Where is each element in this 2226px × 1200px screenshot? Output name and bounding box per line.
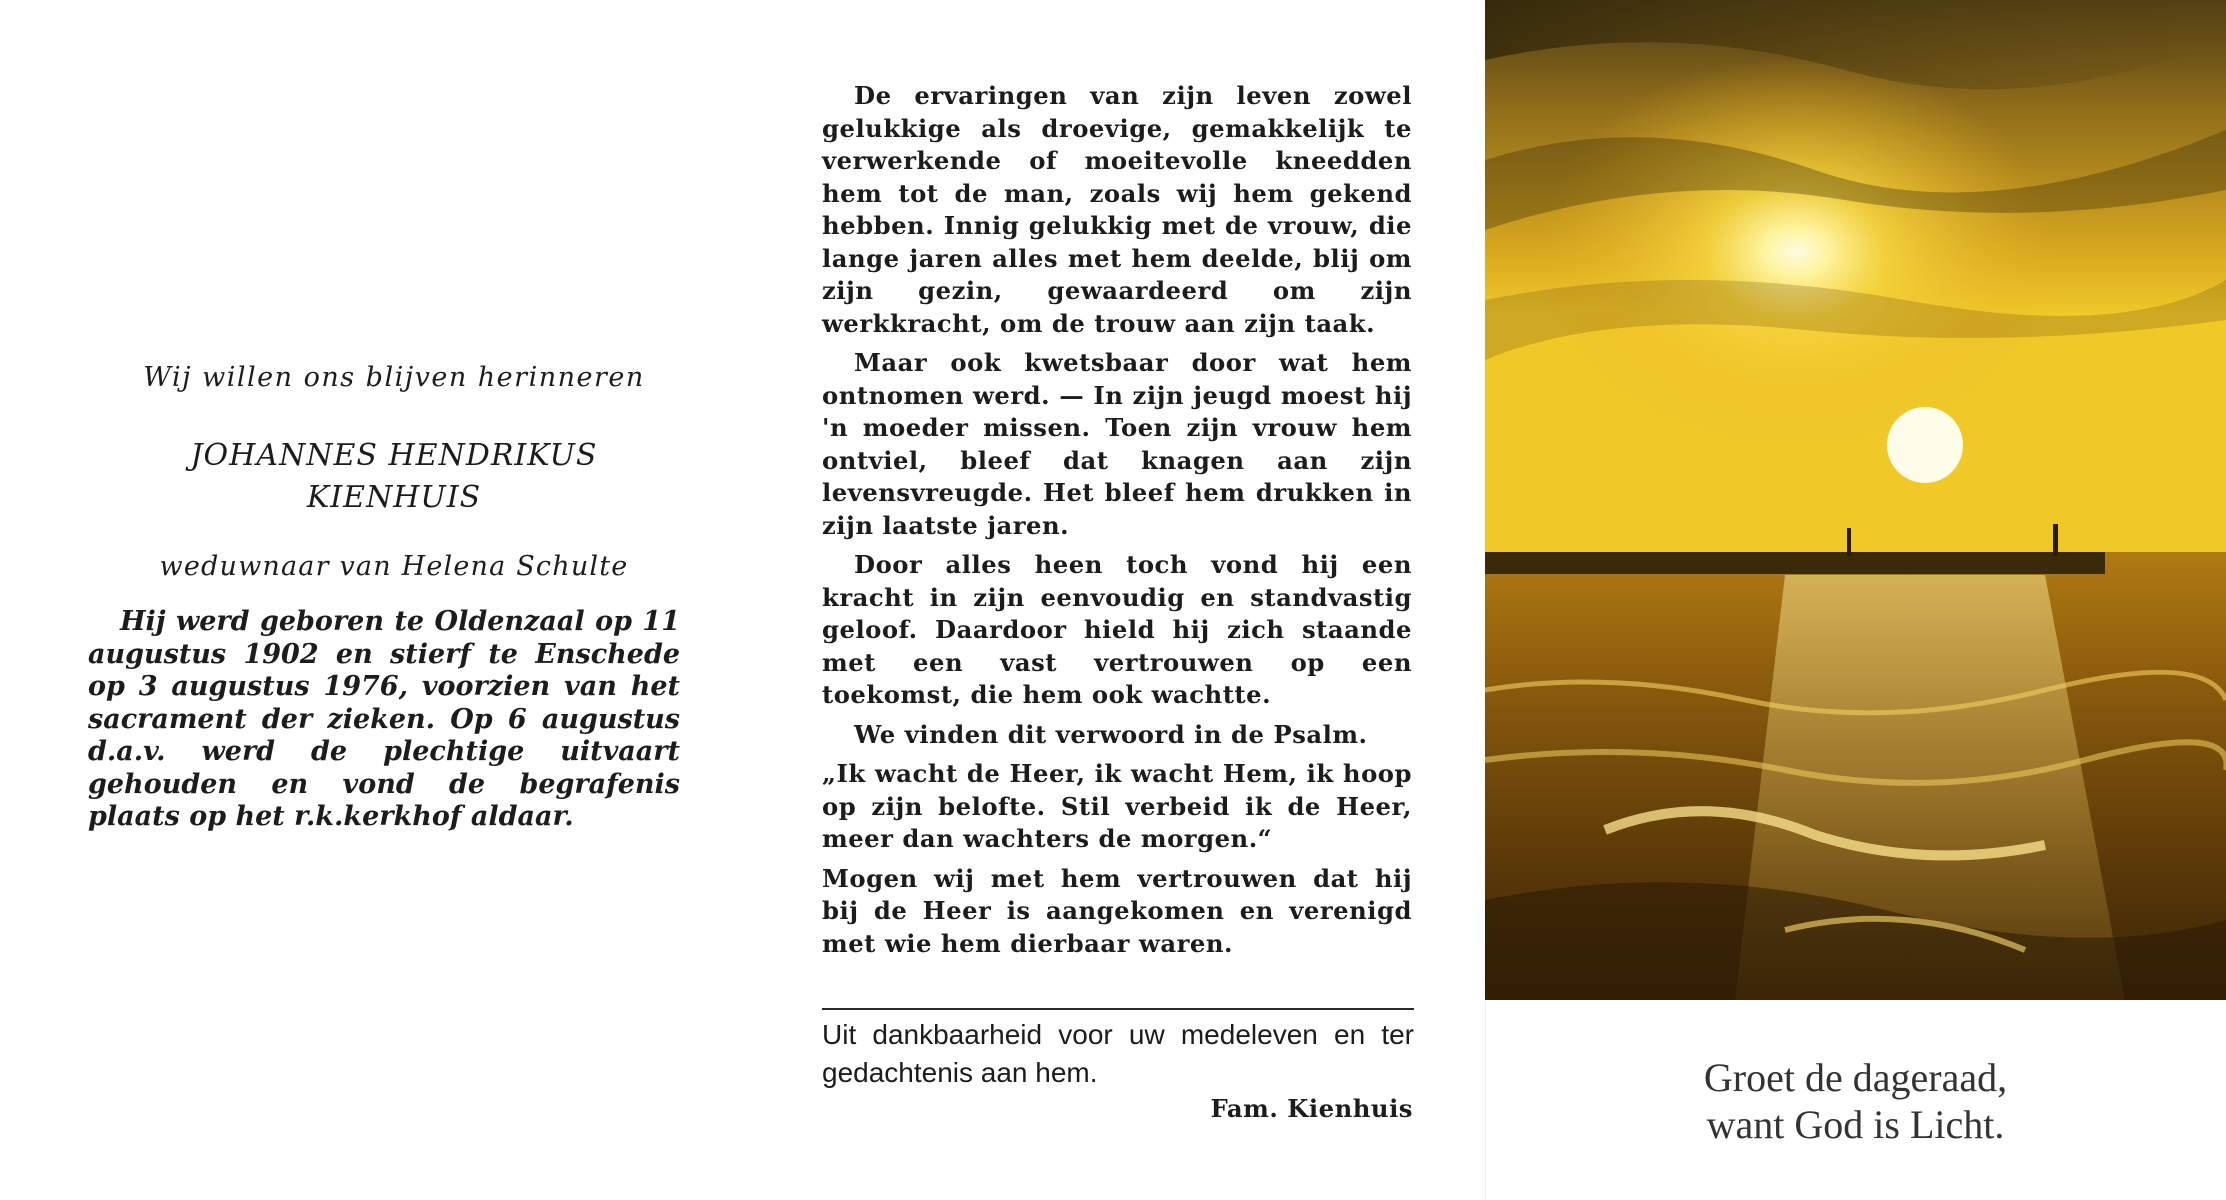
paragraph-psalm-intro: We vinden dit verwoord in de Psalm. <box>854 719 1368 749</box>
paragraph-closing: Mogen wij met hem vertrouwen dat hij bij de Heer is aangekomen en verenigd met wie hem dierbaar waren. <box>822 863 1412 958</box>
right-panel <box>1485 0 2226 1200</box>
paragraph-vulnerable: Maar ook kwetsbaar door wat hem ontnomen werd. — In zijn jeugd moest hij 'n moeder missen. Toen zijn vrouw hem ontviel, bleef dat knagen aan zijn levensvreugde. Het bleef hem drukken in zijn laatste jaren. <box>822 348 1412 540</box>
divider-line <box>822 1008 1414 1010</box>
memorial-intro-block <box>88 362 680 834</box>
name-line-2: KIENHUIS <box>306 480 482 515</box>
deceased-name <box>88 435 680 519</box>
caption-line-1: Groet de dageraad, <box>1703 1055 2008 1100</box>
middle-panel <box>740 0 1486 1200</box>
paragraph-faith: Door alles heen toch vond hij een kracht in zijn eenvoudig en standvastig geloof. Daardoor hield hij zich staande met een vast vertrouwen op een toekomst, die hem ook wachtte. <box>822 550 1412 709</box>
thanks-text: Uit dankbaarheid voor uw medeleven en ter gedachtenis aan hem. <box>822 1019 1414 1088</box>
widow-of-line: weduwnaar van Helena Schulte <box>159 551 629 582</box>
psalm-quote: „Ik wacht de Heer, ik wacht Hem, ik hoop op zijn belofte. Stil verbeid ik de Heer, meer dan wachters de morgen.“ <box>822 759 1412 853</box>
biography-text: Hij werd geboren te Oldenzaal op 11 augustus 1902 en stierf te Enschede op 3 augustus 1976, voorzien van het sacrament der zieken. Op 6 augustus d.a.v. werd de plechtige uitvaart gehouden en vond de begrafenis plaats op het r.k.kerkhof aldaar. <box>88 606 680 832</box>
intro-line: Wij willen ons blijven herinneren <box>143 362 645 393</box>
caption-line-2: want God is Licht. <box>1706 1102 2005 1147</box>
photo-caption <box>1485 1054 2226 1148</box>
sunset-over-sea-image <box>1485 0 2226 1000</box>
paragraph-experiences: De ervaringen van zijn leven zowel gelukkige als droevige, gemakkelijk te verwerkende of moeitevolle kneedden hem tot de man, zoals wij hem gekend hebben. Innig gelukkig met de vrouw, die lange jaren alles met hem deelde, blij om zijn gezin, gewaardeerd om zijn werkkracht, om de trouw aan zijn taak. <box>822 81 1412 338</box>
family-signature: Fam. Kienhuis <box>1210 1094 1413 1123</box>
reflection-text <box>822 80 1412 967</box>
name-line-1: JOHANNES HENDRIKUS <box>190 438 598 473</box>
left-panel <box>0 0 740 1200</box>
